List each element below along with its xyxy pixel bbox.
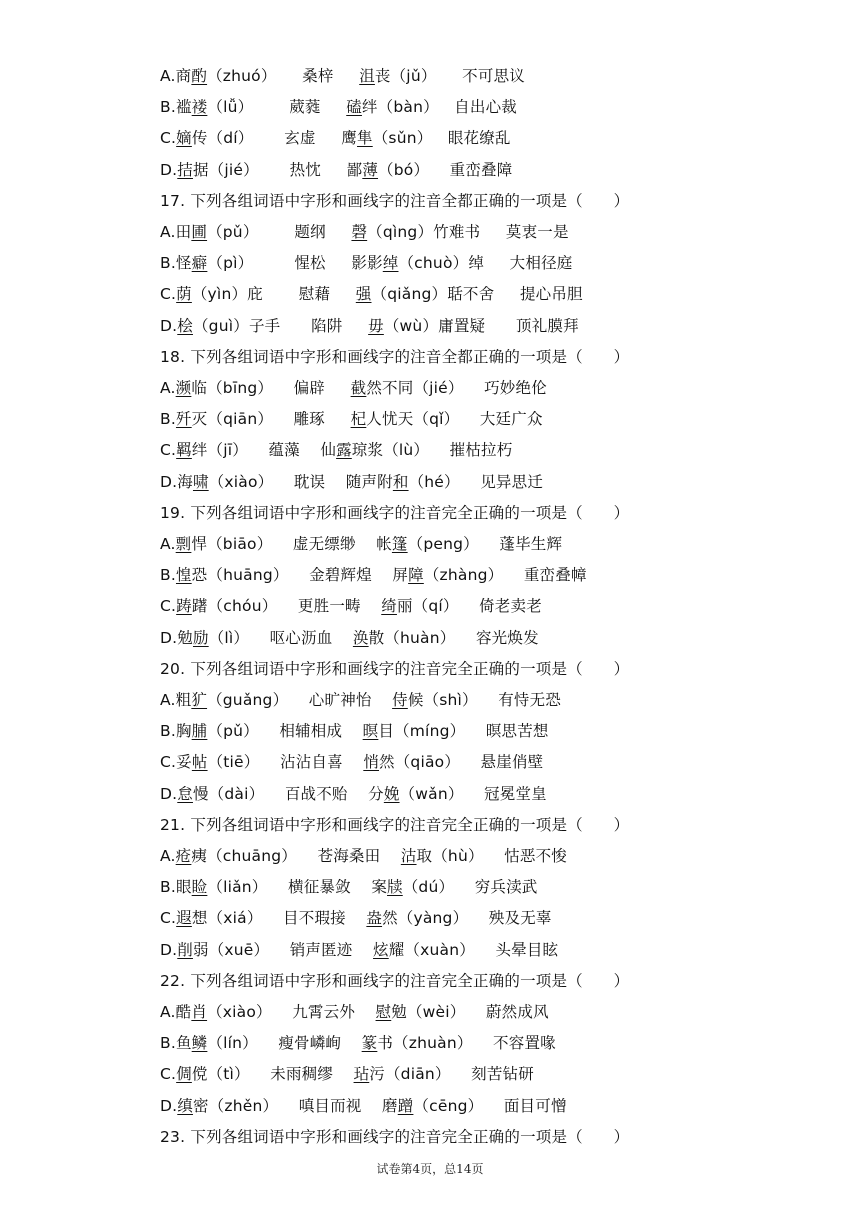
text-segment: （hé） 见异思迁: [408, 472, 544, 491]
text-segment: C.: [160, 129, 177, 148]
text-segment: 据（jié） 热忱 鄙: [192, 160, 363, 179]
underlined-character: 绰: [382, 254, 399, 273]
answer-option: [160, 248, 572, 279]
underlined-character: 篆: [361, 1034, 378, 1053]
text-segment: 17. 下列各组词语中字形和画线字的注音全都正确的一项是（ ）: [160, 191, 630, 210]
underlined-character: 励: [192, 628, 209, 647]
underlined-character: 障: [408, 566, 424, 585]
answer-option: [160, 872, 538, 903]
text-segment: 污（diān） 刻苦钻研: [369, 1065, 534, 1084]
answer-option: [160, 435, 512, 466]
text-segment: 临（bīng） 偏辟: [191, 379, 351, 397]
text-segment: 然不同（jié） 巧妙绝伦: [366, 379, 547, 397]
underlined-character: 隼: [357, 129, 373, 148]
text-segment: B.: [160, 566, 176, 585]
answer-option: [160, 1028, 556, 1059]
answer-option: [160, 935, 558, 966]
answer-option: [160, 279, 583, 310]
text-segment: D.: [160, 1096, 178, 1115]
text-segment: D.: [160, 160, 178, 179]
text-segment: 恐（huāng） 金碧辉煌 屏: [191, 566, 409, 585]
text-segment: D.勉: [160, 628, 193, 647]
text-segment: （xiào） 九霄云外: [207, 1003, 376, 1021]
answer-option: [160, 529, 562, 560]
question-stem: [160, 1122, 629, 1153]
text-segment: C.: [160, 1065, 177, 1084]
text-segment: B.怪: [160, 254, 192, 273]
underlined-character: 踌: [176, 597, 192, 616]
text-segment: （qìng）竹难书 莫衷一是: [367, 223, 569, 241]
underlined-character: 薄: [362, 160, 379, 179]
text-segment: C.: [160, 441, 177, 460]
answer-option: [160, 1091, 567, 1122]
underlined-character: 帖: [191, 753, 208, 772]
text-segment: （peng） 蓬毕生辉: [407, 535, 563, 553]
underlined-character: 磬: [351, 223, 368, 241]
underlined-character: 歼: [175, 410, 192, 429]
text-segment: D.: [160, 784, 178, 803]
text-segment: 18. 下列各组词语中字形和画线字的注音全都正确的一项是（ ）: [160, 347, 630, 366]
text-segment: 候（shì） 有恃无恐: [407, 691, 562, 709]
underlined-character: 褛: [191, 98, 208, 117]
underlined-character: 蹭: [397, 1096, 414, 1115]
underlined-character: 拮: [177, 160, 193, 179]
text-segment: （yìn）庇 慰藉: [191, 285, 356, 304]
answer-option: [160, 404, 543, 435]
underlined-character: 鳞: [191, 1034, 208, 1053]
text-segment: 19. 下列各组词语中字形和画线字的注音完全正确的一项是（ ）: [160, 503, 630, 522]
answer-option: [160, 123, 511, 154]
answer-option: [160, 685, 561, 716]
answer-option: [160, 61, 525, 92]
text-segment: 灭（qiān） 雕琢: [191, 410, 351, 429]
underlined-character: 惶: [175, 566, 192, 585]
text-segment: 悍（biāo） 虚无缥缈 帐: [191, 535, 392, 553]
underlined-character: 剽: [175, 535, 192, 553]
text-segment: 想（xiá） 目不瑕接: [191, 909, 367, 928]
underlined-character: 酌: [191, 67, 208, 85]
text-segment: （qiǎng）聒不舍 提心吊胆: [371, 285, 583, 304]
underlined-character: 圃: [191, 223, 208, 241]
text-segment: B.: [160, 410, 176, 429]
text-segment: C.: [160, 597, 177, 616]
text-segment: （liǎn） 横征暴敛 案: [207, 878, 388, 897]
answer-option: [160, 217, 569, 248]
text-segment: 绊（jī） 蕴藻 仙: [191, 441, 337, 460]
text-segment: A.商: [160, 67, 192, 85]
underlined-character: 炫: [373, 940, 389, 959]
text-segment: （lǚ） 葳蕤: [207, 98, 347, 117]
text-segment: （wù）庸置疑 顶礼膜拜: [383, 316, 579, 335]
text-segment: 傥（tì） 未雨稠缪: [191, 1065, 354, 1084]
text-segment: （dú） 穷兵渎武: [402, 878, 538, 897]
text-segment: A.: [160, 847, 176, 865]
underlined-character: 睑: [191, 878, 208, 897]
text-segment: （zhuó） 桑梓: [207, 67, 360, 85]
text-segment: 人忧天（qǐ） 大廷广众: [366, 410, 543, 429]
text-segment: B.胸: [160, 722, 192, 741]
underlined-character: 癖: [191, 254, 208, 273]
text-segment: （tiē） 沾沾自喜: [207, 753, 364, 772]
text-segment: （xiào） 耽误 随声附: [208, 472, 393, 491]
text-segment: 痍（chuāng） 苍海桑田: [191, 847, 401, 865]
underlined-character: 娩: [383, 784, 400, 803]
text-segment: C.妥: [160, 753, 192, 772]
underlined-character: 牍: [387, 878, 403, 897]
answer-option: [160, 373, 547, 404]
underlined-character: 肖: [191, 1003, 208, 1021]
underlined-character: 羁: [176, 441, 192, 460]
text-segment: C.: [160, 285, 177, 304]
answer-option: [160, 92, 517, 123]
text-segment: A.: [160, 535, 176, 553]
text-segment: 21. 下列各组词语中字形和画线字的注音完全正确的一项是（ ）: [160, 815, 630, 834]
text-segment: 传（dí） 玄虚 鹰: [191, 129, 358, 148]
answer-option: [160, 155, 512, 186]
text-segment: 然（yàng） 殃及无辜: [382, 909, 552, 928]
text-segment: D.海: [160, 472, 193, 491]
text-segment: A.粗: [160, 691, 192, 709]
answer-option: [160, 716, 549, 747]
text-segment: B.鱼: [160, 1034, 192, 1053]
text-segment: 22. 下列各组词语中字形和画线字的注音完全正确的一项是（ ）: [160, 971, 630, 990]
text-segment: （pǔ） 相辅相成: [207, 722, 363, 741]
answer-option: [160, 623, 539, 654]
text-segment: 密（zhěn） 嗔目而视 磨: [192, 1096, 398, 1115]
underlined-character: 盎: [366, 909, 383, 928]
question-stem: [160, 810, 629, 841]
text-segment: 躇（chóu） 更胜一畴: [191, 597, 382, 616]
underlined-character: 遐: [176, 909, 192, 928]
text-segment: 20. 下列各组词语中字形和画线字的注音完全正确的一项是（ ）: [160, 659, 630, 678]
text-segment: 琼浆（lù） 摧枯拉朽: [351, 441, 513, 460]
text-segment: （zhàng） 重峦叠幛: [423, 566, 587, 585]
page-footer: 试卷第4页，总14页: [376, 1162, 484, 1176]
text-segment: （bó） 重峦叠障: [378, 160, 513, 179]
text-segment: 目（míng） 暝思苦想: [378, 722, 549, 741]
question-stem: [160, 342, 629, 373]
underlined-character: 倜: [176, 1065, 192, 1084]
text-segment: C.: [160, 909, 177, 928]
answer-option: [160, 997, 549, 1028]
question-stem: [160, 654, 629, 685]
text-segment: A.: [160, 379, 176, 397]
answer-option: [160, 591, 542, 622]
text-segment: 绊（bàn） 自出心裁: [361, 98, 517, 117]
underlined-character: 侍: [392, 691, 408, 709]
question-stem: [160, 498, 629, 529]
text-segment: 丧（jǔ） 不可思议: [374, 67, 525, 85]
text-segment: （chuò）绰 大相径庭: [398, 254, 573, 273]
text-segment: 散（huàn） 容光焕发: [368, 628, 539, 647]
answer-option: [160, 560, 587, 591]
answer-option: [160, 779, 547, 810]
text-segment: 23. 下列各组词语中字形和画线字的注音完全正确的一项是（ ）: [160, 1127, 630, 1146]
text-segment: B.眼: [160, 878, 192, 897]
underlined-character: 绮: [381, 597, 397, 616]
underlined-character: 暝: [362, 722, 379, 741]
underlined-character: 荫: [176, 285, 192, 304]
text-segment: （guǎng） 心旷神怡: [207, 691, 393, 709]
text-segment: 书（zhuàn） 不容置喙: [377, 1034, 556, 1053]
underlined-character: 怠: [177, 784, 193, 803]
text-segment: D.: [160, 940, 178, 959]
underlined-character: 犷: [191, 691, 208, 709]
answer-option: [160, 903, 552, 934]
text-segment: （sǔn） 眼花缭乱: [372, 129, 511, 148]
underlined-character: 桧: [177, 316, 193, 335]
underlined-character: 削: [177, 940, 193, 959]
underlined-character: 缜: [177, 1096, 193, 1115]
text-segment: A.田: [160, 223, 192, 241]
text-segment: A.酷: [160, 1003, 192, 1021]
text-segment: 然（qiāo） 悬崖俏壁: [379, 753, 544, 772]
underlined-character: 和: [392, 472, 409, 491]
underlined-character: 濒: [175, 379, 192, 397]
text-segment: （pǔ） 题纲: [207, 223, 352, 241]
text-segment: （guì）子手 陷阱: [192, 316, 369, 335]
underlined-character: 篷: [391, 535, 408, 553]
underlined-character: 杞: [350, 410, 367, 429]
underlined-character: 啸: [192, 472, 209, 491]
text-segment: 丽（qí） 倚老卖老: [396, 597, 542, 616]
text-segment: 弱（xuē） 销声匿迹: [192, 940, 374, 959]
text-segment: （lì） 呕心沥血: [208, 628, 353, 647]
underlined-character: 沽: [400, 847, 417, 865]
underlined-character: 嫡: [176, 129, 192, 148]
text-segment: D.: [160, 316, 178, 335]
answer-option: [160, 841, 567, 872]
underlined-character: 疮: [175, 847, 192, 865]
answer-option: [160, 311, 579, 342]
underlined-character: 慰: [375, 1003, 392, 1021]
underlined-character: 涣: [352, 628, 369, 647]
underlined-character: 玷: [353, 1065, 370, 1084]
text-segment: 耀（xuàn） 头晕目眩: [388, 940, 559, 959]
text-segment: 慢（dài） 百战不贻 分: [192, 784, 384, 803]
text-segment: 勉（wèi） 蔚然成风: [391, 1003, 549, 1021]
question-stem: [160, 186, 629, 217]
underlined-character: 沮: [359, 67, 375, 85]
text-segment: （wǎn） 冠冕堂皇: [399, 784, 547, 803]
underlined-character: 脯: [191, 722, 208, 741]
underlined-character: 磕: [346, 98, 362, 117]
text-segment: B.褴: [160, 98, 192, 117]
underlined-character: 悄: [363, 753, 380, 772]
underlined-character: 露: [336, 441, 352, 460]
text-segment: （cēng） 面目可憎: [413, 1096, 567, 1115]
answer-option: [160, 1059, 534, 1090]
question-stem: [160, 966, 629, 997]
answer-option: [160, 467, 543, 498]
answer-option: [160, 747, 543, 778]
underlined-character: 毋: [368, 316, 384, 335]
text-segment: 取（hù） 怙恶不悛: [416, 847, 567, 865]
underlined-character: 截: [350, 379, 367, 397]
text-segment: （lín） 瘦骨嶙峋: [207, 1034, 362, 1053]
text-segment: （pì） 惺松 影影: [207, 254, 383, 273]
underlined-character: 强: [355, 285, 372, 304]
